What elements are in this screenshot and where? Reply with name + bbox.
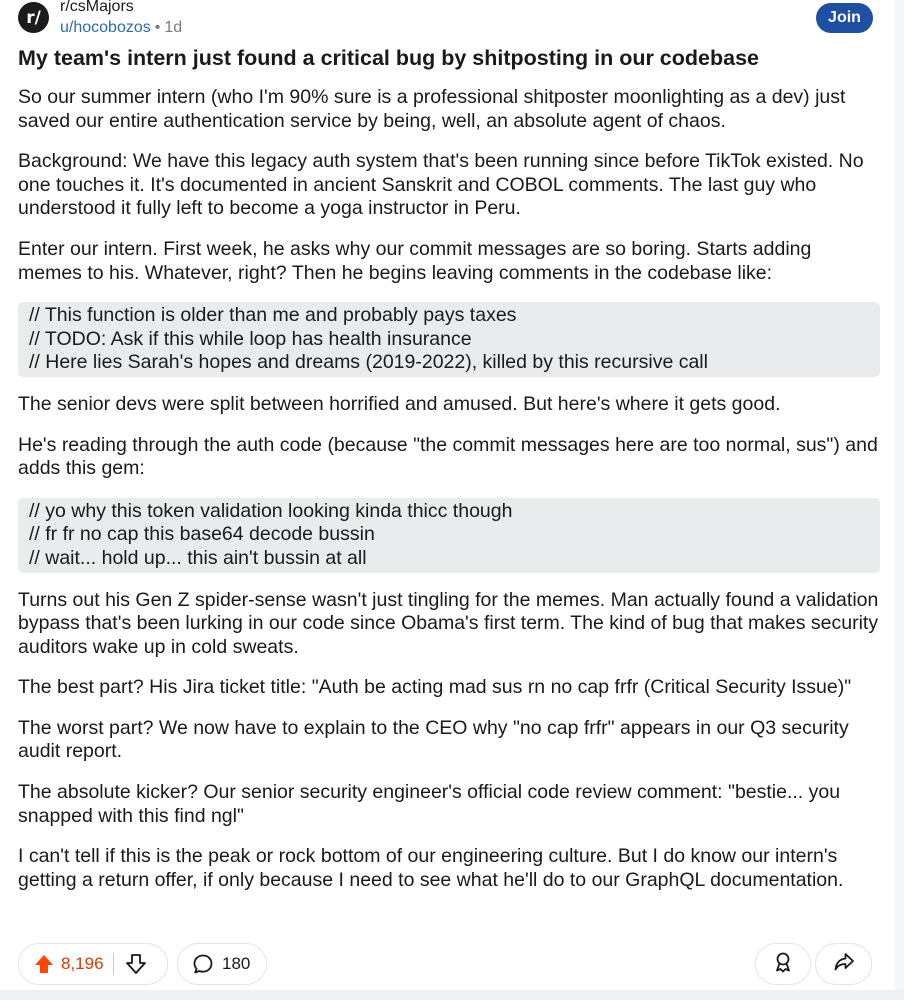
subreddit-name[interactable]: r/csMajors [60,0,134,15]
post-header [18,0,886,40]
join-button[interactable]: Join [816,3,873,33]
post-paragraph: Background: We have this legacy auth system that's been running since before TikTok existed. No one touches it. It's documented in ancient Sanskrit and COBOL comments. The last guy who understood it fully left to become a yoga instructor in Peru. [18,150,864,220]
award-button[interactable] [755,943,811,985]
post-age: 1d [164,19,183,36]
share-button[interactable] [815,943,872,985]
scroll-edge [894,0,904,1000]
author-line [60,19,182,37]
post-paragraph: The best part? His Jira ticket title: "Auth be acting mad sus rn no cap frfr (Critical Security Issue)" [18,676,852,699]
post-paragraph: The senior devs were split between horrified and amused. But here's where it gets good. [18,392,781,415]
arrow-down-icon[interactable] [125,953,147,975]
bottom-divider [0,990,904,1000]
speech-bubble-icon [192,953,214,975]
share-icon [833,951,855,978]
post-paragraph: The absolute kicker? Our senior security engineer's official code review comment: "bestie... you snapped with this find ngl" [18,781,841,827]
code-line: // Here lies Sarah's hopes and dreams (2019-2022), killed by this recursive call [29,351,708,374]
code-line: // yo why this token validation looking kinda thicc though [29,499,513,522]
post-title[interactable]: My team's intern just found a critical bug by shitposting in our codebase [18,46,759,70]
score-count: 8,196 [61,954,104,973]
code-block [18,498,880,573]
code-line: // wait... hold up... this ain't bussin at all [29,546,367,569]
meta-separator: • [154,19,161,36]
post-paragraph: So our summer intern (who I'm 90% sure is a professional shitposter moonlighting as a dev) just saved our entire authentication service by being, well, an absolute agent of chaos. [18,86,846,132]
code-block [18,302,880,377]
comment-count: 180 [222,954,251,973]
code-line: // fr fr no cap this base64 decode bussin [29,523,375,546]
award-icon [772,951,794,978]
arrow-up-icon[interactable] [33,953,55,975]
post-paragraph: The worst part? We now have to explain to the CEO why "no cap frfr" appears in our Q3 security audit report. [18,716,849,763]
post-body [18,86,880,909]
vote-control [18,943,168,985]
post-paragraph: He's reading through the auth code (because "the commit messages here are too normal, sus") and adds this gem: [18,433,878,480]
code-line: // This function is older than me and probably pays taxes [29,304,517,327]
post-paragraph: I can't tell if this is the peak or rock bottom of our engineering culture. But I do know our intern's getting a return offer, if only because I need to see what he'll do to our GraphQL documentation. [18,845,844,891]
code-line: // TODO: Ask if this while loop has health insurance [29,327,472,350]
post-paragraph: Enter our intern. First week, he asks why our commit messages are so boring. Starts adding memes to his. Whatever, right? Then he begins leaving comments in the codebase like: [18,237,812,284]
comments-button[interactable] [177,943,267,985]
post-paragraph: Turns out his Gen Z spider-sense wasn't just tingling for the memes. Man actually found a validation bypass that's been lurking in our code since Obama's first term. The kind of bug that makes security auditors wake up in cold sweats. [18,588,879,658]
subreddit-avatar[interactable]: r/ [18,2,49,33]
author-link[interactable]: u/hocobozos [60,19,151,36]
vote-divider [113,953,114,975]
post-action-bar [18,943,886,985]
